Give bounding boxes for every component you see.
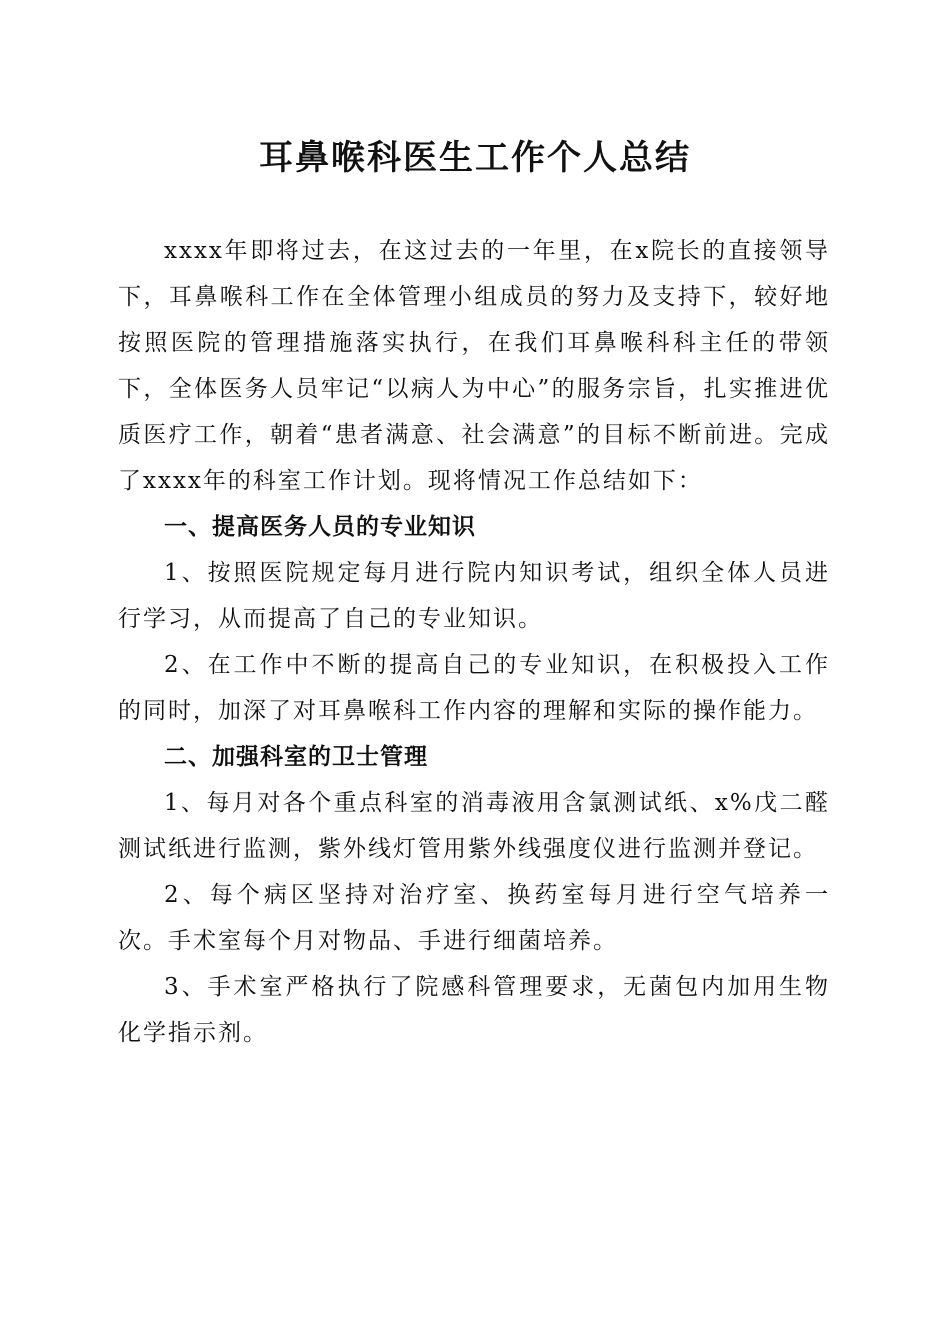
section-item: 3、手术室严格执行了院感科管理要求，无菌包内加用生物化学指示剂。 [118, 974, 830, 1046]
document-title: 耳鼻喉科医生工作个人总结 [259, 138, 691, 178]
section-item: 2、在工作中不断的提高自己的专业知识，在积极投入工作的同时，加深了对耳鼻喉科工作内容的理解和实际的操作能力。 [118, 652, 830, 724]
intro-paragraph: xxxx年即将过去，在这过去的一年里，在x院长的直接领导下，耳鼻喉科工作在全体管理小组成员的努力及支持下，较好地按照医院的管理措施落实执行，在我们耳鼻喉科科主任的带领下，全体医务人员牢记“以病人为中心”的服务宗旨，扎实推进优质医疗工作，朝着“患者满意、社会满意”的目标不断前进。完成了xxxx年的科室工作计划。现将情况工作总结如下： [118, 238, 830, 494]
section-heading: 二、加强科室的卫士管理 [164, 744, 428, 770]
section-heading: 一、提高医务人员的专业知识 [164, 514, 476, 540]
section-item: 2、每个病区坚持对治疗室、换药室每月进行空气培养一次。手术室每个月对物品、手进行细菌培养。 [118, 882, 830, 954]
section-item: 1、每月对各个重点科室的消毒液用含氯测试纸、x%戊二醛测试纸进行监测，紫外线灯管用紫外线强度仪进行监测并登记。 [118, 790, 830, 862]
document-body [118, 228, 830, 1056]
section-item: 1、按照医院规定每月进行院内知识考试，组织全体人员进行学习，从而提高了自己的专业知识。 [118, 560, 830, 632]
